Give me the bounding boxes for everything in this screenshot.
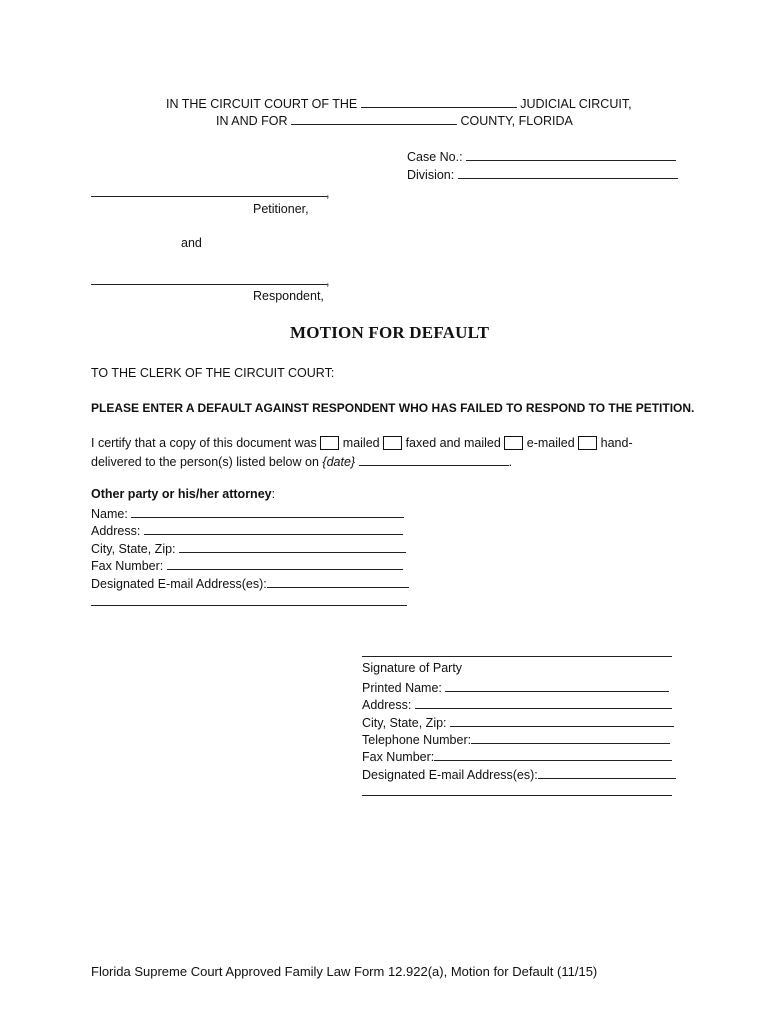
respondent-label: Respondent, — [253, 289, 324, 303]
mailed-label: mailed — [342, 436, 380, 450]
case-number-label: Case No.: — [407, 150, 463, 164]
other-party-city-field[interactable] — [179, 541, 406, 553]
hand-delivered-checkbox[interactable] — [578, 436, 597, 450]
other-party-city-label: City, State, Zip: — [91, 542, 176, 556]
document-title: MOTION FOR DEFAULT — [290, 323, 490, 342]
default-request: PLEASE ENTER A DEFAULT AGAINST RESPONDENT WHO HAS FAILED TO RESPOND TO THE PETITION. — [91, 401, 695, 415]
case-number-row — [407, 149, 676, 164]
other-party-address-field[interactable] — [144, 523, 403, 535]
signature-address-label: Address: — [362, 698, 412, 712]
signature-fax-row — [362, 749, 672, 764]
petitioner-name-field[interactable] — [91, 196, 327, 197]
other-party-name-label: Name: — [91, 507, 128, 521]
signature-fax-label: Fax Number: — [362, 750, 435, 764]
signature-line[interactable] — [362, 656, 672, 657]
telephone-row — [362, 732, 670, 747]
signature-email-field[interactable] — [538, 767, 676, 779]
court-header-prefix: IN THE CIRCUIT COURT OF THE — [166, 97, 358, 111]
signature-email-row — [362, 767, 676, 782]
petitioner-label: Petitioner, — [253, 202, 309, 216]
county-suffix: COUNTY, FLORIDA — [460, 114, 573, 128]
and-label: and — [181, 236, 202, 250]
other-party-fax-field[interactable] — [167, 558, 403, 570]
court-header-line1 — [166, 96, 632, 111]
signature-email-label: Designated E-mail Address(es): — [362, 768, 538, 782]
respondent-comma: , — [326, 274, 330, 288]
faxed-checkbox[interactable] — [383, 436, 402, 450]
certify-line2 — [91, 454, 512, 469]
emailed-label: e-mailed — [526, 436, 575, 450]
other-party-heading-text: Other party or his/her attorney — [91, 487, 272, 501]
other-party-address-label: Address: — [91, 524, 141, 538]
other-party-address-row — [91, 523, 403, 538]
other-party-city-row — [91, 541, 406, 556]
signature-address-row — [362, 697, 672, 712]
division-label: Division: — [407, 168, 455, 182]
form-footer: Florida Supreme Court Approved Family Law Form 12.922(a), Motion for Default (11/15) — [91, 964, 598, 979]
printed-name-label: Printed Name: — [362, 681, 442, 695]
signature-label: Signature of Party — [362, 661, 463, 675]
other-party-email-extra-line[interactable] — [91, 605, 407, 606]
petitioner-comma: , — [326, 186, 330, 200]
signature-city-field[interactable] — [450, 715, 674, 727]
telephone-field[interactable] — [471, 732, 670, 744]
division-row — [407, 167, 678, 182]
respondent-name-field[interactable] — [91, 284, 327, 285]
other-party-name-field[interactable] — [131, 506, 404, 518]
judicial-circuit-field[interactable] — [361, 96, 517, 108]
other-party-fax-row — [91, 558, 403, 573]
other-party-email-label: Designated E-mail Address(es): — [91, 577, 267, 591]
court-header-suffix: JUDICIAL CIRCUIT, — [520, 97, 632, 111]
telephone-label: Telephone Number: — [362, 733, 472, 747]
date-placeholder: {date} — [322, 455, 356, 469]
certify-prefix: I certify that a copy of this document was — [91, 436, 317, 450]
signature-city-label: City, State, Zip: — [362, 716, 447, 730]
certify-line1 — [91, 436, 633, 450]
division-field[interactable] — [458, 167, 678, 179]
mailed-checkbox[interactable] — [320, 436, 339, 450]
signature-email-extra-line[interactable] — [362, 795, 672, 796]
case-number-field[interactable] — [466, 149, 676, 161]
other-party-heading — [91, 488, 275, 501]
hand-label: hand- — [600, 436, 633, 450]
other-party-email-field[interactable] — [267, 576, 409, 588]
emailed-checkbox[interactable] — [504, 436, 523, 450]
other-party-fax-label: Fax Number: — [91, 559, 164, 573]
county-prefix: IN AND FOR — [216, 114, 288, 128]
addressee: TO THE CLERK OF THE CIRCUIT COURT: — [91, 366, 335, 380]
signature-fax-field[interactable] — [434, 749, 672, 761]
certify-line2-prefix: delivered to the person(s) listed below on — [91, 455, 319, 469]
service-date-field[interactable] — [359, 454, 509, 466]
other-party-heading-colon: : — [271, 487, 276, 501]
county-field[interactable] — [291, 113, 457, 125]
faxed-label: faxed and mailed — [405, 436, 501, 450]
other-party-name-row — [91, 506, 404, 521]
signature-address-field[interactable] — [415, 697, 672, 709]
printed-name-field[interactable] — [445, 680, 669, 692]
other-party-email-row — [91, 576, 409, 591]
signature-city-row — [362, 715, 674, 730]
certify-line2-end: . — [508, 455, 513, 469]
court-header-line2 — [216, 113, 573, 128]
printed-name-row — [362, 680, 669, 695]
